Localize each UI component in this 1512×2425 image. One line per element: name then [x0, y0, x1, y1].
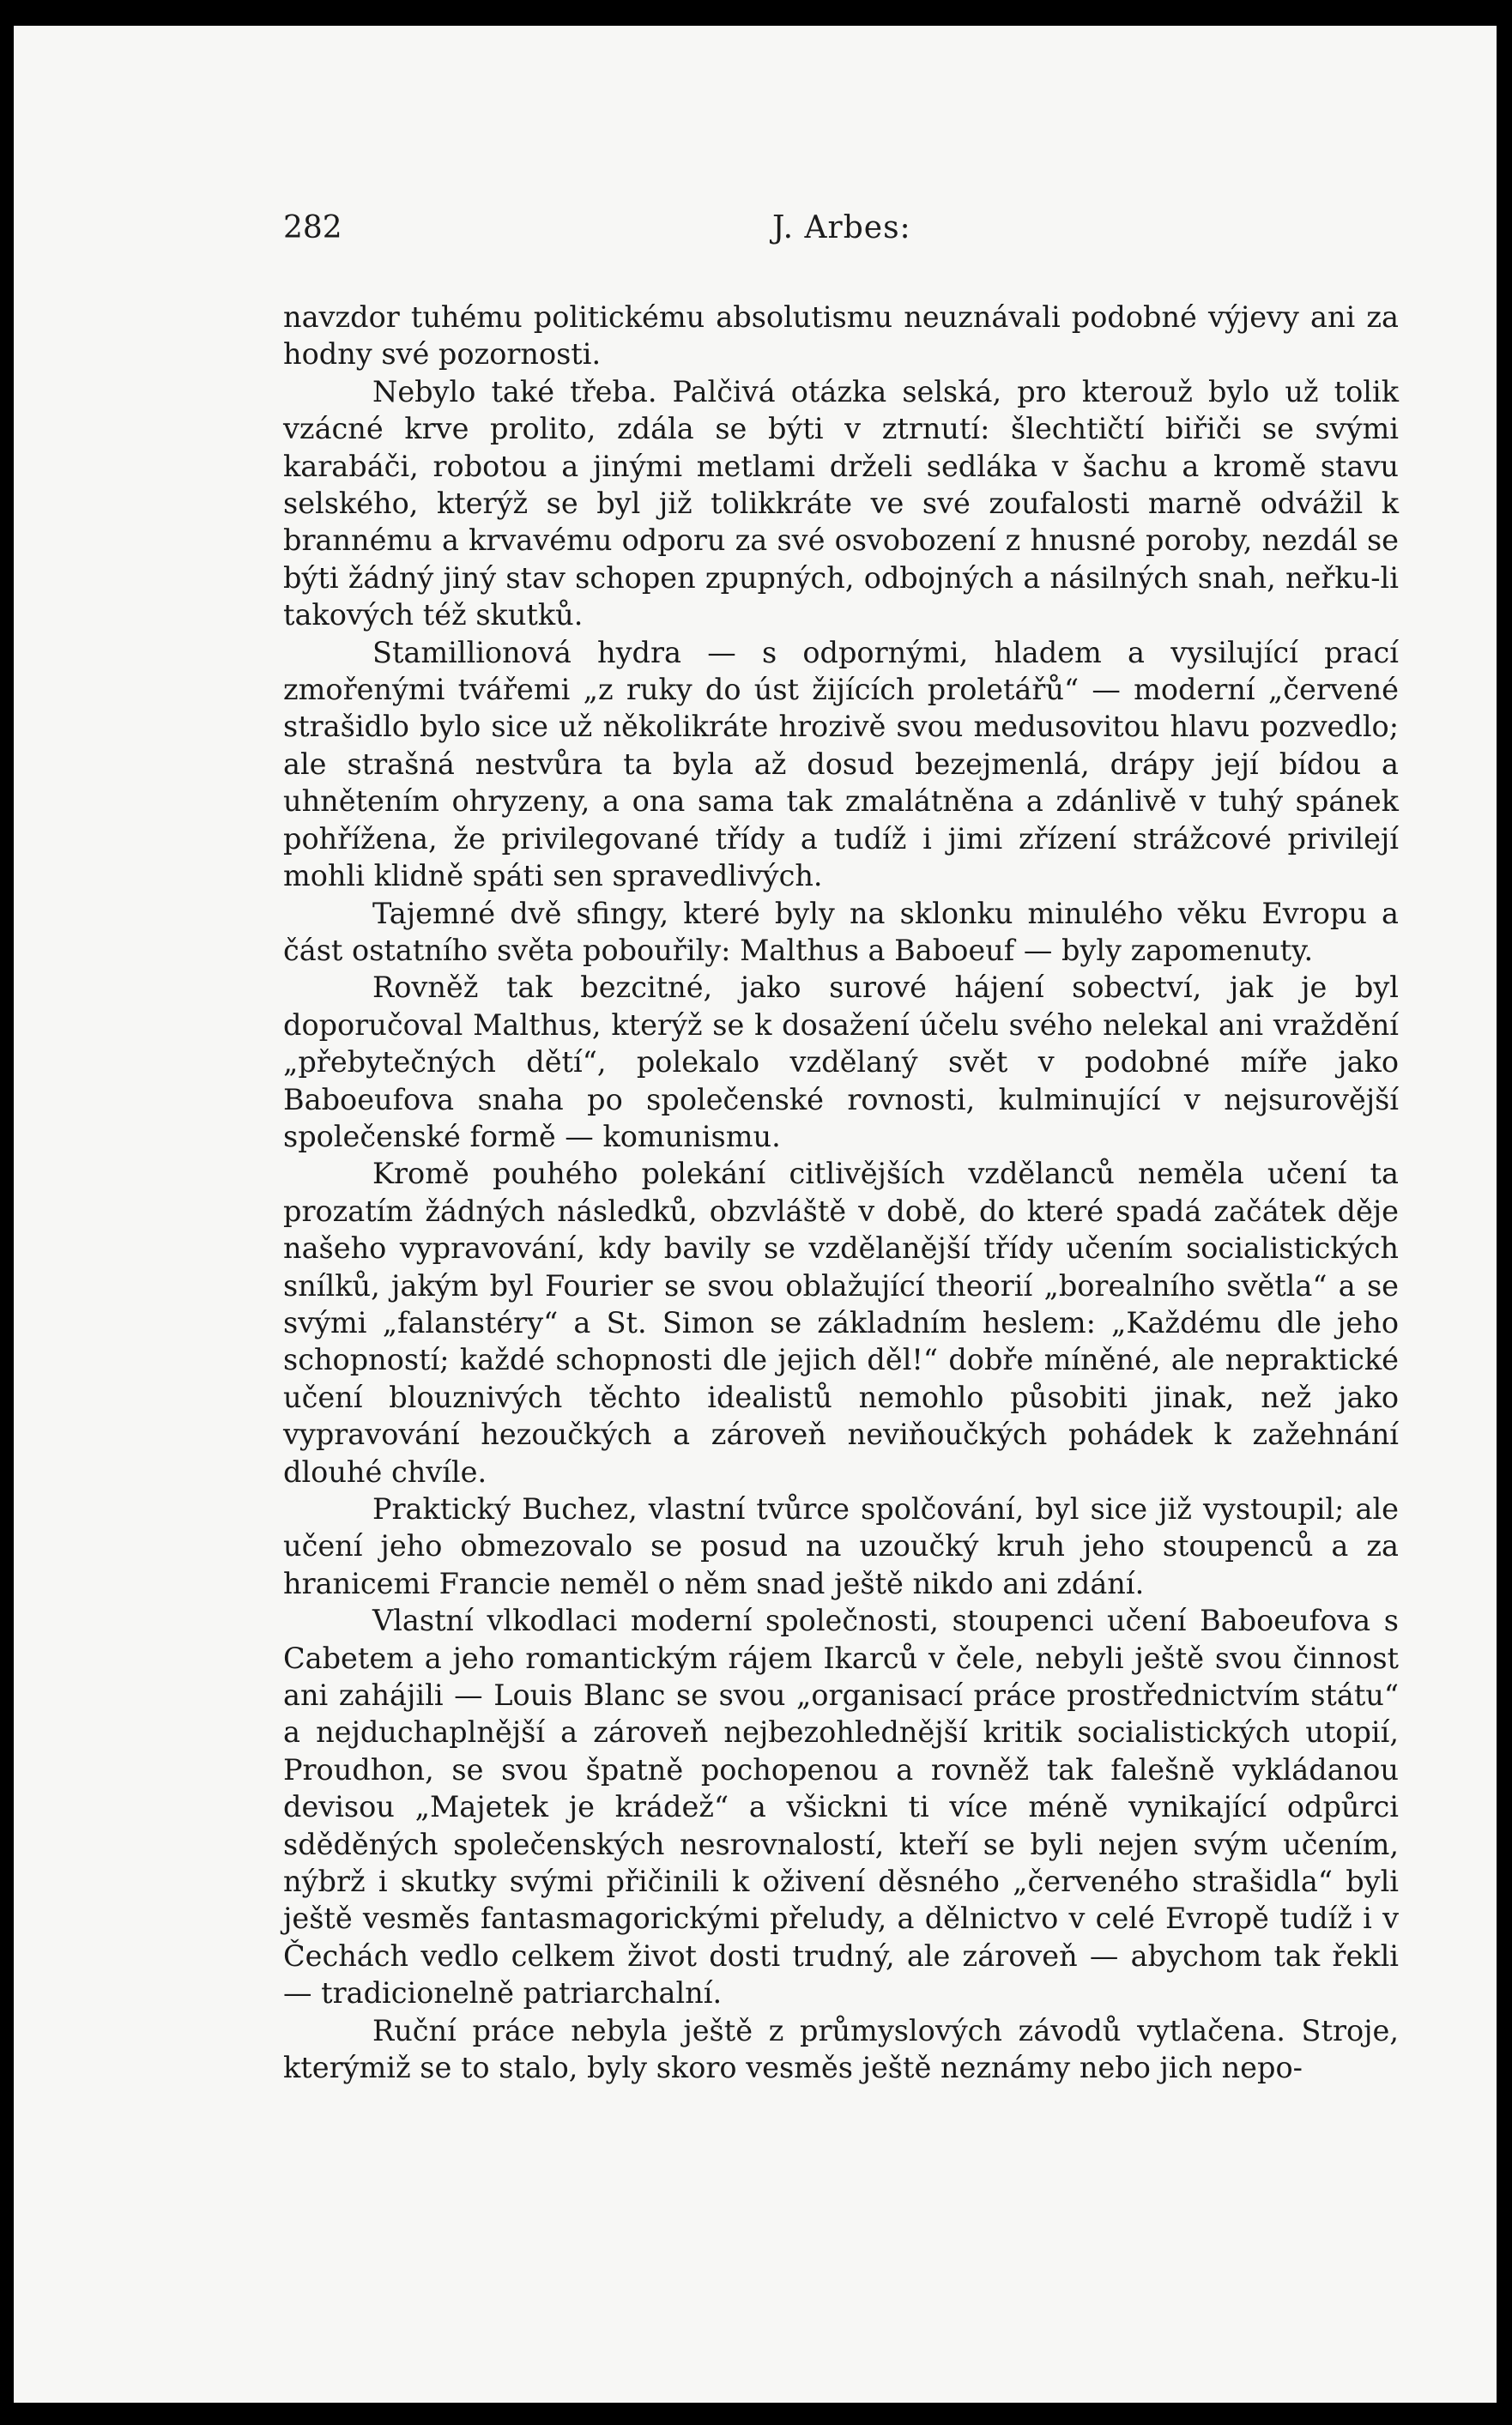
body-text — [283, 299, 1399, 2087]
page-number: 282 — [283, 210, 342, 245]
paragraph: Nebylo také třeba. Palčivá otázka selská, pro kterouž bylo už tolik vzácné krve prolito, zdála se býti v ztrnutí: šlechtičtí biřiči se svými karabáči, robotou a jinými metlami drželi sedláka v šachu a kromě stavu selského, kterýž se byl již tolikkráte ve své zoufalosti marně odvážil k brannému a krvavému odporu za své osvobození z hnusné poroby, nezdál se býti žádný jiný stav schopen zpupných, odbojných a násilných snah, neřku-li takových též skutků. — [283, 374, 1399, 632]
paragraph: Rovněž tak bezcitné, jako surové hájení sobectví, jak je byl doporučoval Malthus, kterýž se k dosažení účelu svého nelekal ani vraždění „přebytečných dětí“, polekalo vzdělaný svět v podobné míře jako Baboeufova snaha po společenské rovnosti, kulminující v nejsurovější společenské formě — komunismu. — [283, 971, 1399, 1153]
paragraph: Tajemné dvě sfingy, které byly na sklonku minulého věku Evropu a část ostatního světa pobouřily: Malthus a Baboeuf — byly zapomenuty. — [283, 896, 1399, 967]
paragraph: Vlastní vlkodlaci moderní společnosti, stoupenci učení Baboeufova s Cabetem a jeho romantickým rájem Ikarců v čele, nebyli ještě svou činnost ani zahájili — Louis Blanc se svou „organisací práce prostřednictvím státu“ a nejduchaplnější a zároveň nejbezohlednější kritik socialistických utopií, Proudhon, se svou špatně pochopenou a rovněž tak falešně vykládanou devisou „Majetek je krádež“ a všickni ti více méně vynikající odpůrci sděděných společenských nesrovnalostí, kteří se byli nejen svým učením, nýbrž i skutky svými přičinili k oživení děsného „červeného strašidla“ byli ještě vesměs fantasmagorickými přeludy, a dělnictvo v celé Evropě tudíž i v Čechách vedlo celkem život dosti trudný, ale zároveň — abychom tak řekli — tradicionelně patriarchalní. — [283, 1604, 1399, 2011]
book-page — [14, 26, 1497, 2403]
paragraph: Stamillionová hydra — s odpornými, hladem a vysilující prací zmořenými tvářemi „z ruky do úst žijících proletářů“ — moderní „červené strašidlo bylo sice už několikráte hrozivě svou medusovitou hlavu pozvedlo; ale strašná nestvůra ta byla až dosud bezejmenlá, drápy její bídou a uhnětením ohryzeny, a ona sama tak zmalátněna a zdánlivě v tuhý spánek pohřížena, že privilegované třídy a tudíž i jimi zřízení strážcové privilejí mohli klidně spáti sen spravedlivých. — [283, 635, 1399, 893]
paragraph: Ruční práce nebyla ještě z průmyslových závodů vytlačena. Stroje, kterýmiž se to stalo, byly skoro vesměs ještě neznámy nebo jich nepo- — [283, 2013, 1399, 2085]
paragraph: Praktický Buchez, vlastní tvůrce spolčování, byl sice již vystoupil; ale učení jeho obmezovalo se posud na uzoučký kruh jeho stoupenců a za hranicemi Francie neměl o něm snad ještě nikdo ani zdání. — [283, 1492, 1399, 1600]
paragraph: Kromě pouhého polekání citlivějších vzdělanců neměla učení ta prozatím žádných následků, obzvláště v době, do které spadá začátek děje našeho vypravování, kdy bavily se vzdělanější třídy učením socialistických snílků, jakým byl Fourier se svou oblažující theorií „borealního světla“ a se svými „falanstéry“ a St. Simon se základním heslem: „Každému dle jeho schopností; každé schopnosti dle jejich děl!“ dobře míněné, ale nepraktické učení blouznivých těchto idealistů nemohlo působiti jinak, než jako vypravování hezoučkých a zároveň neviňoučkých pohádek k zažehnání dlouhé chvíle. — [283, 1157, 1399, 1489]
page-header — [283, 210, 1399, 262]
paragraph: navzdor tuhému politickému absolutismu neuznávali podobné výjevy ani za hodny své pozornosti. — [283, 300, 1399, 372]
running-head: J. Arbes: — [772, 210, 911, 245]
